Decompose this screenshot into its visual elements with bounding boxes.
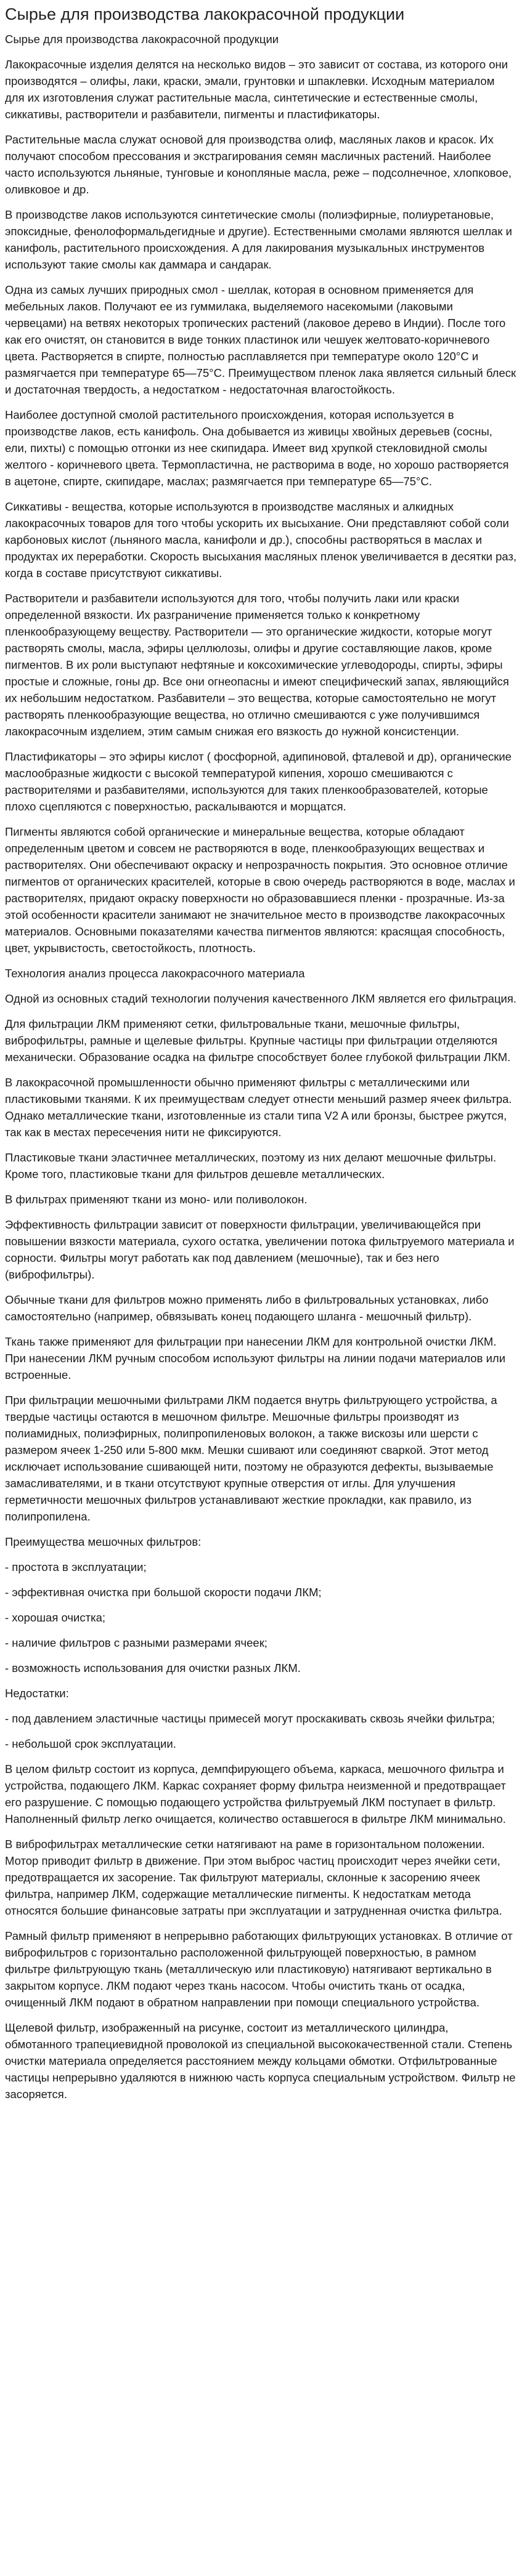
paragraph: Технология анализ процесса лакокрасочного материала — [5, 967, 305, 980]
paragraph: В виброфильтрах металлические сетки натягивают на раме в горизонтальном положении. Мотор приводит фильтр в движение. При этом выброс частиц происходит через ячейки сети, предотвращается их засорение. Так фильтруют материалы, склонные к засорению ячеек фильтра, например ЛКМ, содержащие металлические пигменты. К недостаткам метода относятся большие финансовые затраты при эксплуатации и затрудненная очистка фильтра. — [5, 1838, 502, 1917]
paragraph: Растительные масла служат основой для производства олиф, масляных лаков и красок. Их получают способом прессования и экстрагирования семян масличных растений. Наиболее часто используются льняные, тунговые и конопляные масла, реже – подсолнечное, хлопковое, оливковое и др. — [5, 133, 512, 196]
paragraph: Одна из самых лучших природных смол - шеллак, которая в основном применяется для мебельных лаков. Получают ее из гуммилака, выделяемого насекомыми (лаковыми червецами) на ветвях некоторых тропических растений (лаковое дерево в Индии). После того как его очистят, он становится в виде тонких пластинок или чешуек желтовато-коричневого цвета. Растворяется в спирте, полностью расплавляется при температуре около 120°С и размягчается при температуре 65—75°С. Преимуществом пленок лака является сильный блеск и достаточная твердость, а недостатком - недостаточная влагостойкость. — [5, 283, 516, 396]
paragraph: Растворители и разбавители используются для того, чтобы получить лаки или краски определенной вязкости. Их разграничение применяется только к конкретному пленкообразующему веществу. Растворители — это органические жидкости, которые могут растворять смолы, масла, эфиры целлюлозы, олифы и другие составляющие лаков, кроме пигментов. В их роли выступают нефтяные и коксохимические углеводороды, спирты, эфиры простые и сложные, гоны др. Все они огнеопасны и имеют специфический запах, являющийся их небольшим недостатком. Разбавители – это вещества, которые самостоятельно не могут растворять пленкообразующие вещества, но отлично смешиваются с уже получившимся лакокрасочным изделием, этим самым снижая его вязкость до нужной консистенции. — [5, 592, 509, 738]
paragraph: Обычные ткани для фильтров можно применять либо в фильтровальных установках, либо самостоятельно (например, обвязывать конец подающего шланга - мешочный фильтр). — [5, 1293, 489, 1323]
paragraph: Лакокрасочные изделия делятся на несколько видов – это зависит от состава, из которого они производятся – олифы, лаки, краски, эмали, грунтовки и шпаклевки. Исходным материалом для их изготовления служат растительные масла, синтетические и естественные смолы, сиккативы, растворители и разбавители, пигменты и пластификаторы. — [5, 58, 508, 121]
paragraph: Пигменты являются собой органические и минеральные вещества, которые обладают определенным цветом и совсем не растворяются в воде, пленкообразующих веществах и растворителях. Они обеспечивают окраску и непрозрачность покрытия. Это основное отличие пигментов от органических красителей, которые в свою очередь растворяются в воде, маслах и растворителях, придают окраску поверхности но образовавшиеся пленки - прозрачные. Из-за этой особенности красители занимают не значительное место в производстве лакокрасочных материалов. Основными показателями качества пигментов являются: красящая способность, цвет, укрывистость, светостойкость, плотность. — [5, 825, 515, 955]
paragraph: Эффективность фильтрации зависит от поверхности фильтрации, увеличивающейся при повышении вязкости материала, сухого остатка, увеличении потока фильтруемого материала и сорности. Фильтры могут работать как под давлением (мешочные), так и без него (виброфильтры). — [5, 1218, 515, 1281]
page-title: Сырье для производства лакокрасочной продукции — [5, 5, 405, 23]
paragraph: - хорошая очистка; — [5, 1611, 106, 1624]
paragraph: - наличие фильтров с разными размерами ячеек; — [5, 1636, 267, 1649]
paragraph: - возможность использования для очистки разных ЛКМ. — [5, 1661, 301, 1674]
paragraph: Преимущества мешочных фильтров: — [5, 1535, 202, 1548]
paragraph: Недостатки: — [5, 1687, 69, 1700]
paragraph: Ткань также применяют для фильтрации при нанесении ЛКМ для контрольной очистки ЛКМ. При нанесении ЛКМ ручным способом используют фильтры на линии подачи материалов или встроенные. — [5, 1335, 506, 1381]
paragraph: В лакокрасочной промышленности обычно применяют фильтры с металлическими или пластиковыми тканями. К их преимуществам следует отнести меньший размер ячеек фильтра. Однако металлические ткани, изготовленные из стали типа V2 A или бронзы, быстрее ржутся, так как в местах пересечения нити не фиксируются. — [5, 1076, 512, 1139]
paragraph: - небольшой срок эксплуатации. — [5, 1737, 176, 1750]
paragraph: Одной из основных стадий технологии получения качественного ЛКМ является его фильтрация. — [5, 992, 517, 1005]
paragraph: В фильтрах применяют ткани из моно- или поливолокон. — [5, 1193, 308, 1206]
paragraph: Пластиковые ткани эластичнее металлических, поэтому из них делают мешочные фильтры. Кроме того, пластиковые ткани для фильтров дешевле металлических. — [5, 1151, 497, 1181]
paragraph: - эффективная очистка при большой скорости подачи ЛКМ; — [5, 1586, 322, 1599]
paragraph: В производстве лаков используются синтетические смолы (полиэфирные, полиуретановые, эпоксидные, фенолоформальдегидные и другие). Естественными смолами являются шеллак и канифоль, растительного происхождения. А для лакирования музыкальных инструментов используют такие смолы как даммара и сандарак. — [5, 208, 512, 271]
paragraph: - простота в эксплуатации; — [5, 1561, 147, 1573]
paragraph: Рамный фильтр применяют в непрерывно работающих фильтрующих установках. В отличие от виброфильтров с горизонтально расположенной фильтрующей поверхностью, в рамном фильтре фильтрующую ткань (металлическую или пластиковую) натягивают вертикально в закрытом корпусе. ЛКМ подают через ткань насосом. Чтобы очистить ткань от осадка, очищенный ЛКМ подают в обратном направлении при помощи специального устройства. — [5, 1929, 513, 2009]
paragraph: Сиккативы - вещества, которые используются в производстве масляных и алкидных лакокрасочных товаров для того чтобы ускорить их высыхание. Они представляют собой соли карбоновых кислот (льняного масла, канифоли и др.), способны растворяться в маслах и продуктах их переработки. Скорость высыхания масляных пленок увеличивается в десятки раз, когда в составе присутствуют сиккативы. — [5, 500, 517, 579]
paragraph: В целом фильтр состоит из корпуса, демпфирующего объема, каркаса, мешочного фильтра и устройства, подающего ЛКМ. Каркас сохраняет форму фильтра неизменной и предотвращает его разрушение. С помощью подающего устройства фильтруемый ЛКМ поступает в фильтр. Наполненный фильтр легко очищается, количество оставшегося в фильтре ЛКМ минимально. — [5, 1762, 506, 1825]
paragraph: Наиболее доступной смолой растительного происхождения, которая используется в производстве лаков, есть канифоль. Она добывается из живицы хвойных деревьев (сосны, ели, пихты) с помощью отгонки из нее скипидара. Имеет вид хрупкой стекловидной смолы желтого - коричневого цвета. Термопластична, не растворима в воде, но хорошо растворяется в ацетоне, спирте, скипидаре, маслах; размягчается при температуре 65—75°С. — [5, 408, 509, 488]
article-subtitle: Сырье для производства лакокрасочной продукции — [5, 33, 279, 46]
paragraph: Для фильтрации ЛКМ применяют сетки, фильтровальные ткани, мешочные фильтры, виброфильтры, рамные и щелевые фильтры. Крупные частицы при фильтрации отделяются механически. Образование осадка на фильтре способствует более глубокой фильтрации ЛКМ. — [5, 1017, 511, 1064]
paragraph: Пластификаторы – это эфиры кислот ( фосфорной, адипиновой, фталевой и др), органические маслообразные жидкости с высокой температурой кипения, хорошо смешиваются с растворителями и разбавителями, используются для таких пленкообразователей, которые плохо сцепляются с поверхностью, раскалываются и морщатся. — [5, 750, 512, 813]
article-body — [5, 56, 517, 2102]
paragraph: - под давлением эластичные частицы примесей могут проскакивать сквозь ячейки фильтра; — [5, 1712, 495, 1725]
paragraph: При фильтрации мешочными фильтрами ЛКМ подается внутрь фильтрующего устройства, а твердые частицы остаются в мешочном фильтре. Мешочные фильтры производят из полиамидных, полиэфирных, полипропиленовых волокон, а также вискозы или шерсти с размером ячеек 1-250 или 5-800 мкм. Мешки сшивают или соединяют сваркой. Этот метод исключает использование сшивающей нити, поэтому не образуются дефекты, вызываемые замасливателями, и в ткани отсутствуют крупные отверстия от иглы. Для улучшения герметичности мешочных фильтров устанавливают жесткие прокладки, как правило, из полипропилена. — [5, 1394, 497, 1523]
paragraph: Щелевой фильтр, изображенный на рисунке, состоит из металлического цилиндра, обмотанного трапециевидной проволокой из специальной высококачественной стали. Степень очистки материала определяется расстоянием между кольцами обмотки. Отфильтрованные частицы непрерывно удаляются в нижнюю часть корпуса специальным устройством. Фильтр не засоряется. — [5, 2021, 516, 2101]
